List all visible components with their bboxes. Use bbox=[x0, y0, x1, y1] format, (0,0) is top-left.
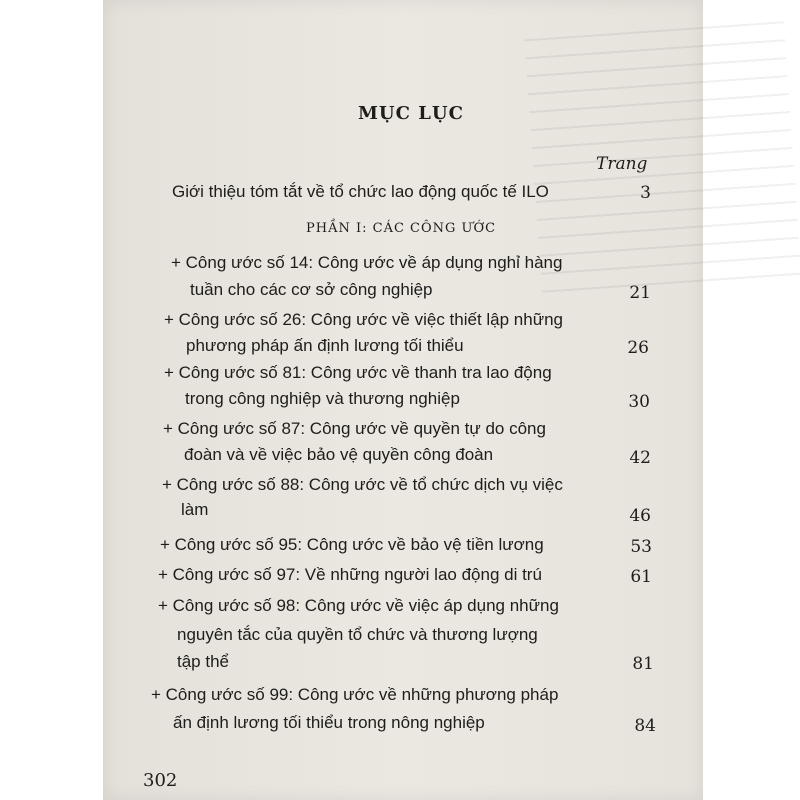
toc-entry-line: + Công ước số 99: Công ước về những phương pháp bbox=[151, 685, 559, 704]
toc-entry-line: nguyên tắc của quyền tổ chức và thương lượng bbox=[177, 625, 538, 644]
toc-entry-page: 53 bbox=[630, 537, 652, 557]
page-title: MỤC LỤC bbox=[358, 103, 464, 124]
page-column-label: Trang bbox=[596, 154, 648, 174]
toc-intro-text: Giới thiệu tóm tắt về tổ chức lao động quốc tế ILO bbox=[172, 182, 549, 201]
bleed-through-texture bbox=[524, 21, 800, 299]
toc-entry-line: + Công ước số 87: Công ước về quyền tự do công bbox=[163, 419, 546, 438]
toc-entry-line: + Công ước số 81: Công ước về thanh tra lao động bbox=[164, 363, 552, 382]
toc-intro-page: 3 bbox=[640, 183, 651, 203]
toc-entry-line: làm bbox=[181, 500, 209, 519]
toc-entry-line: + Công ước số 95: Công ước về bảo vệ tiền lương bbox=[160, 535, 544, 554]
toc-entry-page: 61 bbox=[630, 567, 652, 587]
toc-entry-page: 81 bbox=[632, 654, 654, 674]
toc-entry-page: 21 bbox=[629, 283, 651, 303]
toc-entry-page: 84 bbox=[634, 716, 656, 736]
toc-entry-line: + Công ước số 98: Công ước về việc áp dụng những bbox=[158, 596, 559, 615]
toc-entry-line: + Công ước số 14: Công ước về áp dụng nghỉ hàng bbox=[171, 253, 563, 272]
toc-entry-page: 46 bbox=[629, 506, 651, 526]
toc-entry-line: + Công ước số 26: Công ước về việc thiết lập những bbox=[164, 310, 564, 329]
toc-entry-page: 26 bbox=[627, 338, 649, 358]
toc-entry-line: + Công ước số 88: Công ước về tổ chức dịch vụ việc bbox=[162, 475, 563, 494]
toc-entry-line: phương pháp ấn định lương tối thiểu bbox=[186, 336, 464, 355]
toc-entry-line: đoàn và về việc bảo vệ quyền công đoàn bbox=[184, 445, 494, 464]
toc-entry-line: + Công ước số 97: Về những người lao động di trú bbox=[158, 565, 542, 584]
toc-entry-line: trong công nghiệp và thương nghiệp bbox=[185, 389, 460, 408]
toc-entry-line: tuần cho các cơ sở công nghiệp bbox=[190, 280, 433, 299]
page-number: 302 bbox=[143, 770, 178, 791]
toc-entry-line: tập thể bbox=[177, 652, 229, 671]
part-heading: PHẦN I: CÁC CÔNG ƯỚC bbox=[306, 221, 497, 236]
toc-entry-line: ấn định lương tối thiểu trong nông nghiệp bbox=[173, 713, 485, 732]
toc-entry-page: 42 bbox=[629, 448, 651, 468]
toc-entry-page: 30 bbox=[628, 392, 650, 412]
